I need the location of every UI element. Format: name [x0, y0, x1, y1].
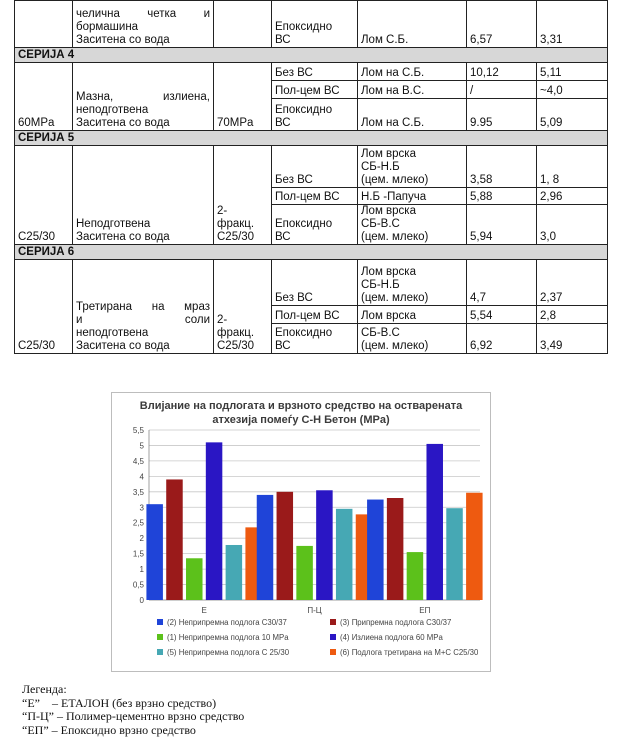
bonding-agent-cell: Епоксидно ВС: [272, 1, 358, 48]
bar: [336, 509, 353, 600]
x-tick-label: П-Ц: [307, 606, 322, 615]
bar: [186, 558, 203, 600]
legend-entry: (3) Припремна подлога С30/37: [340, 618, 452, 627]
value-cell: 5,11: [537, 63, 608, 81]
legend-entry: (2) Неприпремна подлога С30/37: [167, 618, 287, 627]
bar: [407, 552, 424, 600]
y-tick-label: 1,5: [132, 549, 144, 559]
value-cell: 2,8: [537, 306, 608, 324]
table-row: [15, 63, 608, 81]
legend-entry: (1) Неприпремна подлога 10 MPa: [167, 633, 289, 642]
value-cell: 6,57: [467, 1, 537, 48]
bonding-agent-cell: Без ВС: [272, 146, 358, 188]
value-cell: 5,88: [467, 188, 537, 205]
y-tick-label: 1: [139, 565, 144, 575]
bar: [277, 492, 294, 600]
substrate-cell: челична четка и бормашина Заситена со вода: [73, 1, 214, 48]
value-cell: 2,37: [537, 260, 608, 306]
value-cell: 10,12: [467, 63, 537, 81]
value-cell: 9.95: [467, 99, 537, 131]
table-row: [15, 131, 608, 146]
bar: [466, 493, 483, 600]
bonding-agent-cell: Епоксидно ВС: [272, 99, 358, 131]
legend-swatch: [330, 619, 336, 625]
failure-mode-cell: Лом врска СБ-Н.Б (цем. млеко): [358, 146, 467, 188]
failure-mode-cell: Лом С.Б.: [358, 1, 467, 48]
failure-mode-cell: Лом на В.С.: [358, 81, 467, 99]
overlay-cell: 70MPa: [214, 63, 272, 131]
value-cell: 3,0: [537, 205, 608, 245]
legend-notes: [22, 683, 244, 737]
value-cell: 3,49: [537, 324, 608, 354]
series-header: СЕРИЈА 6: [15, 245, 608, 260]
y-tick-label: 5,5: [132, 426, 144, 435]
y-tick-label: 5: [139, 441, 144, 451]
table-row: [15, 146, 608, 188]
y-tick-label: 3,5: [132, 487, 144, 497]
substrate-cell: Неподготвена Заситена со вода: [73, 146, 214, 245]
value-cell: 3,31: [537, 1, 608, 48]
legend-swatch: [330, 649, 336, 655]
legend-line: “Е” – ЕТАЛОН (без врзно средство): [22, 695, 217, 710]
value-cell: ~4,0: [537, 81, 608, 99]
failure-mode-cell: Лом врска СБ-Н.Б (цем. млеко): [358, 260, 467, 306]
value-cell: 3,58: [467, 146, 537, 188]
table-row: [15, 48, 608, 63]
y-tick-label: 3: [139, 503, 144, 513]
y-tick-label: 0: [139, 596, 144, 605]
table-row: [15, 1, 608, 48]
bonding-agent-cell: Епоксидно ВС: [272, 324, 358, 354]
concrete-class-cell: C25/30: [15, 260, 73, 354]
failure-mode-cell: Н.Б -Папуча: [358, 188, 467, 205]
bonding-agent-cell: Епоксидно ВС: [272, 205, 358, 245]
bar: [166, 479, 183, 600]
legend-swatch: [157, 634, 163, 640]
bonding-agent-cell: Пол-цем ВС: [272, 188, 358, 205]
bar: [146, 504, 163, 600]
legend-entry: (6) Подлога третирана на М+С С25/30: [340, 648, 479, 657]
value-cell: /: [467, 81, 537, 99]
failure-mode-cell: Лом врска СБ-В.С (цем. млеко): [358, 205, 467, 245]
failure-mode-cell: Лом на С.Б.: [358, 63, 467, 81]
table-row: [15, 245, 608, 260]
concrete-class-cell: 60MPa: [15, 63, 73, 131]
overlay-cell: 2- фракц. C25/30: [214, 260, 272, 354]
concrete-class-cell: [15, 1, 73, 48]
bar: [446, 508, 463, 600]
bar: [387, 498, 404, 600]
bar: [226, 545, 243, 600]
legend-swatch: [157, 649, 163, 655]
value-cell: 6,92: [467, 324, 537, 354]
bar: [206, 442, 223, 600]
x-tick-label: Е: [201, 606, 207, 615]
value-cell: 5,54: [467, 306, 537, 324]
bar: [296, 546, 313, 600]
concrete-class-cell: C25/30: [15, 146, 73, 245]
bonding-agent-cell: Пол-цем ВС: [272, 81, 358, 99]
failure-mode-cell: СБ-В.С (цем. млеко): [358, 324, 467, 354]
bar: [426, 444, 443, 600]
chart-title: Влијание на подлогата и врзното средство на остварената: [139, 400, 463, 412]
value-cell: 4,7: [467, 260, 537, 306]
legend-swatch: [330, 634, 336, 640]
bar: [367, 500, 384, 600]
bonding-agent-cell: Пол-цем ВС: [272, 306, 358, 324]
value-cell: 2,96: [537, 188, 608, 205]
value-cell: 1, 8: [537, 146, 608, 188]
y-tick-label: 4: [139, 472, 144, 482]
y-tick-label: 2: [139, 534, 144, 544]
legend-line: “П-Ц” – Полимер-цементно врзно средство: [22, 709, 245, 723]
bar: [316, 490, 333, 600]
failure-mode-cell: Лом врска: [358, 306, 467, 324]
legend-swatch: [157, 619, 163, 625]
substrate-cell: Мазна, излиена, неподготвена Заситена со вода: [73, 63, 214, 131]
overlay-cell: [214, 1, 272, 48]
legend-line: “ЕП” – Епоксидно врзно средство: [22, 722, 196, 737]
y-tick-label: 4,5: [132, 456, 144, 466]
x-tick-label: ЕП: [419, 606, 431, 615]
legend-entry: (4) Излиена подлога 60 MPa: [340, 633, 443, 642]
series-header: СЕРИЈА 4: [15, 48, 608, 63]
results-table: [14, 0, 608, 354]
value-cell: 5,94: [467, 205, 537, 245]
table-row: [15, 260, 608, 306]
value-cell: 5,09: [537, 99, 608, 131]
y-tick-label: 0,5: [132, 580, 144, 590]
bonding-agent-cell: Без ВС: [272, 260, 358, 306]
bonding-agent-cell: Без ВС: [272, 63, 358, 81]
substrate-cell: Третирана на мраз и соли неподготвена Заситена со вода: [73, 260, 214, 354]
y-tick-label: 2,5: [132, 518, 144, 528]
failure-mode-cell: Лом на С.Б.: [358, 99, 467, 131]
adhesion-chart: [111, 392, 491, 672]
chart-subtitle: атхезија помеѓу С-Н Бетон (MPa): [212, 414, 390, 426]
legend-heading: Легенда:: [22, 682, 67, 696]
series-header: СЕРИЈА 5: [15, 131, 608, 146]
legend-entry: (5) Неприпремна подлога С 25/30: [167, 648, 290, 657]
bar: [257, 495, 274, 600]
overlay-cell: 2- фракц. C25/30: [214, 146, 272, 245]
